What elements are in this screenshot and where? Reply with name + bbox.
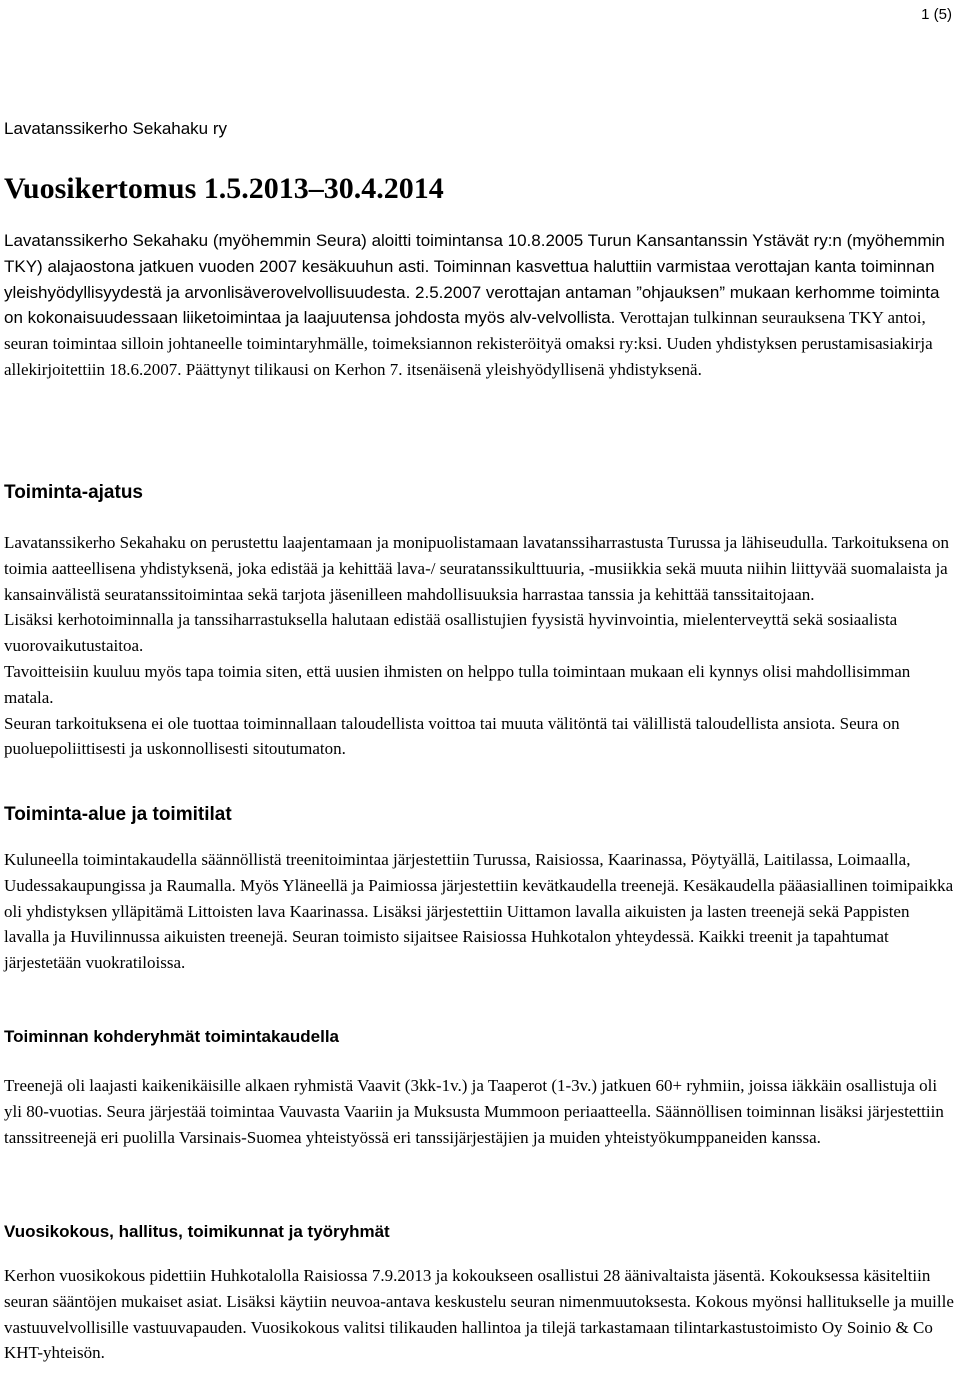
section-heading-vuosikokous: Vuosikokous, hallitus, toimikunnat ja työryhmät [4, 1222, 390, 1241]
intro-text-part2: Verottajan tulkinnan seurauksena TKY antoi, seuran toimintaa silloin johtaneelle toimintaryhmälle, toimeksiannon rekisteröityä omaksi ry:ksi. Uuden yhdistyksen perustamisasiakirja allekirjoitettiin 18.6.2007. Päättynyt tilikausi on Kerhon 7. itsenäisenä yleishyödyllisenä yhdistyksenä. [4, 308, 933, 379]
organization-name: Lavatanssikerho Sekahaku ry [4, 119, 228, 138]
document-title: Vuosikertomus 1.5.2013–30.4.2014 [4, 172, 444, 205]
page-number: 1 (5) [921, 6, 952, 23]
paragraph: Tavoitteisiin kuuluu myös tapa toimia siten, että uusien ihmisten on helppo tulla toimintaan mukaan eli kynnys olisi mahdollisimman matala. [4, 661, 911, 707]
paragraph: Kerhon vuosikokous pidettiin Huhkotalolla Raisiossa 7.9.2013 ja kokoukseen osallistui 28 äänivaltaista jäsentä. Kokouksessa käsiteltiin seuran sääntöjen mukaiset asiat. Lisäksi käytiin neuvoa-antava keskustelu seuran nimenmuutoksesta. Kokous myönsi hallitukselle ja muille vastuuvelvollisille vastuuvapauden. Vuosikokous valitsi tilikauden hallintoa ja tilejä tarkastamaan tilintarkastustoimisto Oy Soinio & Co KHT-yhteisön. [4, 1266, 954, 1363]
paragraph: Kuluneella toimintakaudella säännöllistä treenitoimintaa järjestettiin Turussa, Raisiossa, Kaarinassa, Pöytyällä, Laitilassa, Loimaalla, Uudessakaupungissa ja Raumalla. Myös Yläneellä ja Paimiossa järjestettiin kevätkaudella treenejä. Kesäkaudella pääasiallinen toimipaikka oli yhdistyksen ylläpitämä Littoisten lava Kaarinassa. Lisäksi järjestettiin Uittamon lavalla aikuisten ja lasten treenejä sekä Pappisten lavalla ja Huvilinnussa aikuisten treenejä. Seuran toimisto sijaitsee Raisiossa Huhkotalon yhteydessä. Kaikki treenit ja tapahtumat järjestetään vuokratiloissa. [4, 850, 954, 973]
section-heading-toiminta-ajatus: Toiminta-ajatus [4, 482, 143, 503]
section-body-toiminta-ajatus [4, 530, 954, 762]
paragraph: Seuran tarkoituksena ei ole tuottaa toiminnallaan taloudellista voittoa tai muuta välitöntä tai välillistä taloudellista ansiota. Seura on puoluepoliittisesti ja uskonnollisesti sitoutumaton. [4, 713, 900, 759]
paragraph: Treenejä oli laajasti kaikenikäisille alkaen ryhmistä Vaavit (3kk-1v.) ja Taaperot (1-3v.) jatkuen 60+ ryhmiin, joissa iäkkäin osallistuja oli yli 80-vuotias. Seura järjestää toimintaa Vauvasta Vaariin ja Muksusta Mummoon periaatteella. Säännöllisen toiminnan lisäksi järjestettiin tanssitreenejä eri puolilla Varsinais-Suomea yhteistyössä eri tanssijärjestäjien ja muiden yhteistyökumppaneiden kanssa. [4, 1076, 944, 1147]
intro-paragraph [4, 228, 954, 383]
section-heading-toiminta-alue: Toiminta-alue ja toimitilat [4, 804, 232, 825]
section-body-kohderyhmat [4, 1073, 954, 1150]
section-body-vuosikokous [4, 1263, 954, 1366]
section-body-toiminta-alue [4, 847, 954, 976]
paragraph: Lavatanssikerho Sekahaku on perustettu laajentamaan ja monipuolistamaan lavatanssiharrastusta Turussa ja lähiseudulla. Tarkoituksena on toimia aatteellisena yhdistyksenä, joka edistää ja kehittää lava-/ seuratanssikulttuuria, -musiikkia sekä muuta niihin liittyvää suomalaista ja kansainvälistä seuratanssitoimintaa sekä tarjota jäsenilleen mahdollisuuksia harrastaa tanssia ja kehittää tanssitaitojaan. [4, 533, 950, 604]
paragraph: Lisäksi kerhotoiminnalla ja tanssiharrastuksella halutaan edistää osallistujien fyysistä hyvinvointia, mielenterveyttä sekä sosiaalista vuorovaikutustaitoa. [4, 610, 898, 656]
section-heading-kohderyhmat: Toiminnan kohderyhmät toimintakaudella [4, 1027, 340, 1046]
intro-text-part1: Lavatanssikerho Sekahaku (myöhemmin Seura) aloitti toimintansa 10.8.2005 Turun Kansantanssin Ystävät ry:n (myöhemmin TKY) alajaostona jatkuen vuoden 2007 kesäkuuhun asti. Toiminnan kasvettua haluttiin varmistaa verottajan kanta toiminnan yleishyödyllisyydestä ja arvonlisäverovelvollisuudesta. 2.5.2007 verottajan antaman ”ohjauksen” mukaan kerhomme toiminta on kokonaisuudessaan liiketoimintaa ja laajuutensa johdosta myös alv-velvollista. [4, 231, 945, 328]
